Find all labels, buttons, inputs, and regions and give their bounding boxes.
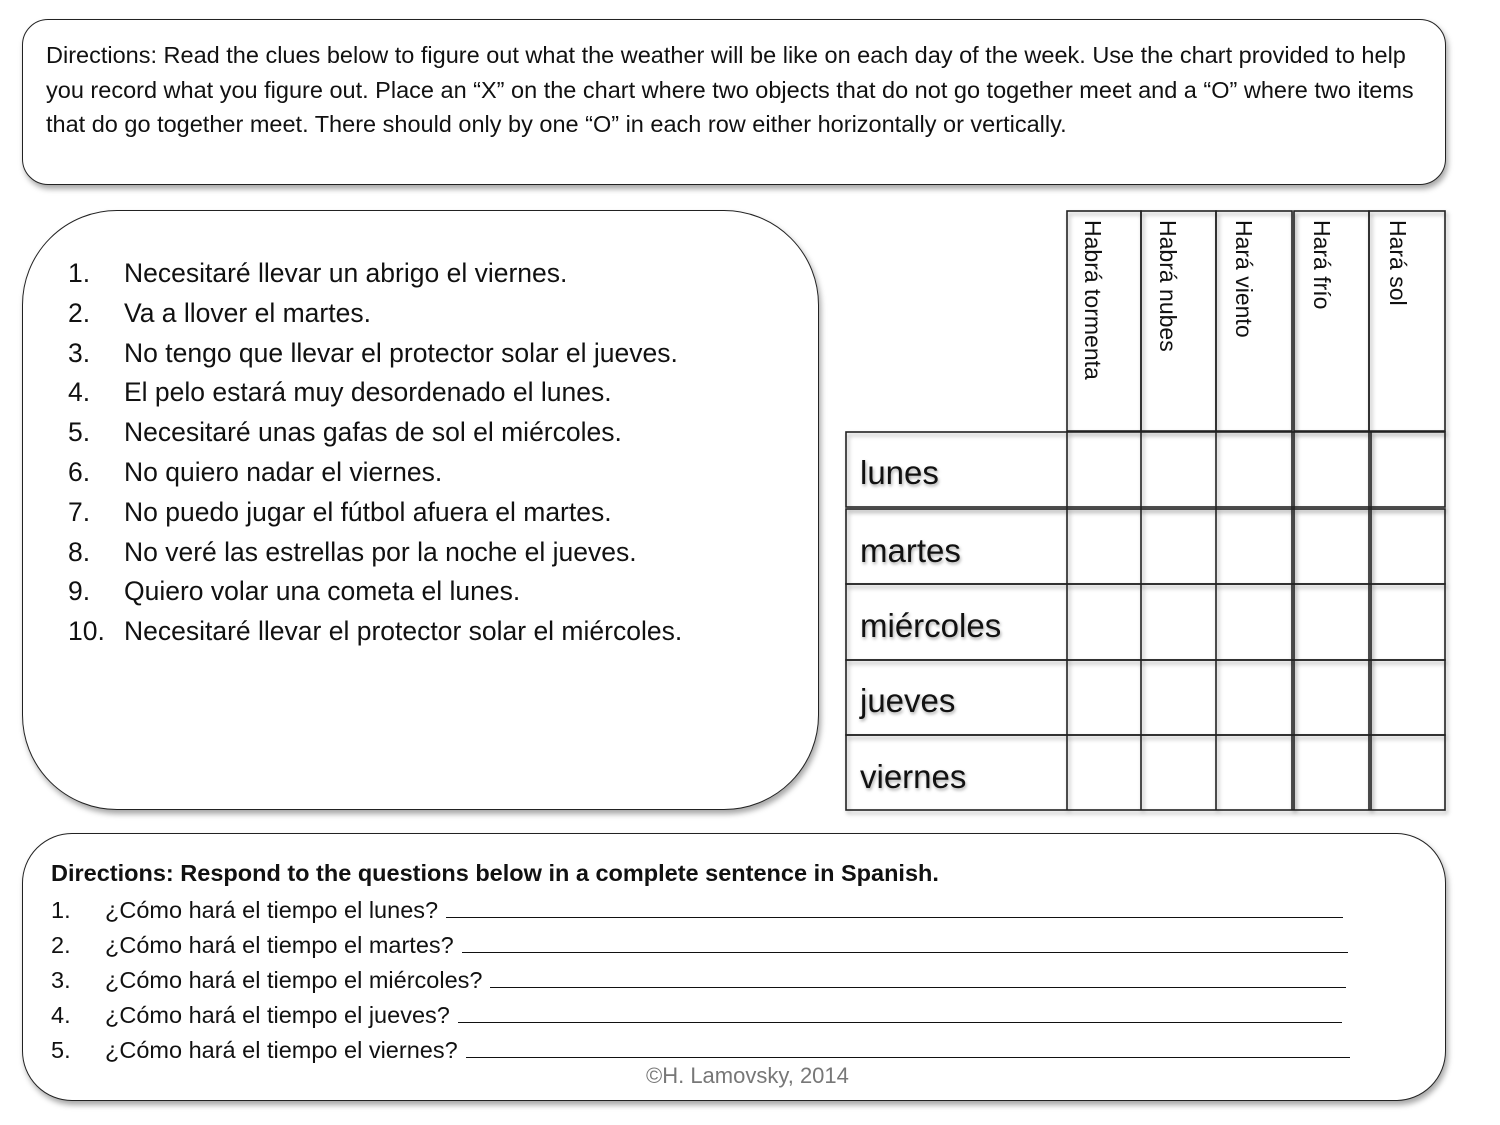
column-header-viento: Hará viento — [1231, 220, 1257, 338]
clue-number: 8. — [68, 536, 91, 567]
clue-text: Necesitaré unas gafas de sol el miércoles. — [124, 417, 622, 448]
clue-item — [68, 254, 682, 294]
question-number: 2. — [51, 932, 71, 958]
question-item — [51, 1035, 1350, 1065]
clue-text: No veré las estrellas por la noche el jueves. — [124, 536, 637, 567]
grid-cell-viernes-1[interactable] — [1067, 735, 1141, 810]
answer-line[interactable] — [458, 1002, 1342, 1023]
question-item — [51, 930, 1348, 960]
clue-text: Quiero volar una cometa el lunes. — [124, 576, 521, 607]
question-text: ¿Cómo hará el tiempo el viernes? — [105, 1037, 458, 1063]
grid-cell-miércoles-4[interactable] — [1293, 584, 1370, 660]
question-text: ¿Cómo hará el tiempo el miércoles? — [105, 967, 483, 993]
question-item — [51, 1000, 1342, 1030]
clues-box — [22, 210, 819, 810]
row-label-viernes: viernes — [860, 758, 967, 795]
question-number: 1. — [51, 897, 71, 923]
grid-cell-miércoles-2[interactable] — [1141, 584, 1216, 660]
column-header-tormenta: Habrá tormenta — [1080, 220, 1106, 380]
question-text: ¿Cómo hará el tiempo el jueves? — [105, 1002, 450, 1028]
clue-item — [68, 294, 682, 334]
clue-text: No quiero nadar el viernes. — [124, 456, 443, 487]
row-label-jueves: jueves — [860, 682, 956, 719]
column-header-nubes: Habrá nubes — [1155, 220, 1181, 352]
question-number: 4. — [51, 1002, 71, 1028]
clue-item — [68, 413, 682, 453]
grid-cell-viernes-5[interactable] — [1370, 735, 1445, 810]
answer-line[interactable] — [490, 967, 1346, 988]
clues-list — [68, 254, 682, 652]
grid-cell-miércoles-5[interactable] — [1370, 584, 1445, 660]
grid-cell-lunes-3[interactable] — [1216, 432, 1293, 508]
row-label-martes: martes — [860, 532, 961, 569]
answer-line[interactable] — [466, 1037, 1350, 1058]
question-item — [51, 965, 1346, 995]
clue-text: Necesitaré llevar un abrigo el viernes. — [124, 258, 568, 288]
clue-text: No tengo que llevar el protector solar el jueves. — [124, 337, 678, 368]
clue-number: 3. — [68, 337, 91, 368]
answer-line[interactable] — [462, 932, 1348, 953]
copyright-text: ©H. Lamovsky, 2014 — [646, 1063, 849, 1088]
grid-cell-martes-3[interactable] — [1216, 508, 1293, 584]
clue-item — [68, 453, 682, 493]
grid-cell-jueves-3[interactable] — [1216, 660, 1293, 735]
question-text: ¿Cómo hará el tiempo el lunes? — [105, 897, 439, 923]
column-header-frio: Hará frío — [1309, 220, 1335, 310]
answer-line[interactable] — [446, 897, 1343, 918]
clue-item — [68, 533, 682, 573]
clue-number: 9. — [68, 576, 91, 607]
column-header-sol: Hará sol — [1385, 220, 1411, 306]
clue-number: 4. — [68, 377, 91, 408]
clue-text: El pelo estará muy desordenado el lunes. — [124, 377, 612, 408]
directions-box — [22, 19, 1446, 185]
clue-number: 5. — [68, 417, 91, 448]
clue-item — [68, 373, 682, 413]
questions-box — [22, 833, 1446, 1101]
grid-cell-miércoles-3[interactable] — [1216, 584, 1293, 660]
question-number: 5. — [51, 1037, 71, 1063]
clue-number: 10. — [68, 616, 105, 647]
clue-item — [68, 572, 682, 612]
grid-cell-martes-5[interactable] — [1370, 508, 1445, 584]
question-text: ¿Cómo hará el tiempo el martes? — [105, 932, 454, 958]
grid-cell-martes-4[interactable] — [1293, 508, 1370, 584]
grid-cell-jueves-1[interactable] — [1067, 660, 1141, 735]
clue-number: 2. — [68, 297, 91, 328]
grid-cell-jueves-4[interactable] — [1293, 660, 1370, 735]
clue-text: Va a llover el martes. — [124, 297, 371, 328]
grid-cell-lunes-1[interactable] — [1067, 432, 1141, 508]
grid-cell-jueves-5[interactable] — [1370, 660, 1445, 735]
clue-text: Necesitaré llevar el protector solar el miércoles. — [124, 616, 683, 647]
grid-cell-lunes-4[interactable] — [1293, 432, 1370, 508]
clue-text: No puedo jugar el fútbol afuera el martes. — [124, 496, 612, 527]
clue-number: 6. — [68, 456, 91, 487]
question-item — [51, 895, 1343, 925]
clue-item — [68, 334, 682, 374]
clue-item — [68, 612, 682, 652]
grid-cell-miércoles-1[interactable] — [1067, 584, 1141, 660]
clue-number: 1. — [68, 258, 91, 288]
grid-cell-martes-1[interactable] — [1067, 508, 1141, 584]
grid-cell-viernes-3[interactable] — [1216, 735, 1293, 810]
grid-cell-jueves-2[interactable] — [1141, 660, 1216, 735]
clue-item — [68, 493, 682, 533]
questions-heading: Directions: Respond to the questions below in a complete sentence in Spanish. — [51, 860, 939, 886]
clue-number: 7. — [68, 496, 91, 527]
grid-cell-viernes-4[interactable] — [1293, 735, 1370, 810]
grid-cell-martes-2[interactable] — [1141, 508, 1216, 584]
grid-cell-lunes-5[interactable] — [1370, 432, 1445, 508]
grid-cell-lunes-2[interactable] — [1141, 432, 1216, 508]
question-number: 3. — [51, 967, 71, 993]
row-label-miercoles: miércoles — [860, 607, 1002, 644]
row-label-lunes: lunes — [860, 454, 939, 491]
directions-text: Directions: Read the clues below to figure out what the weather will be like on each day of the week. Use the chart provided to help you record what you figure out. Place an “X” on the chart where two objects that do not go together meet and a “O” where two items that do go together meet. There should only by one “O” in each row either horizontally or vertically. — [46, 42, 1414, 137]
grid-cell-viernes-2[interactable] — [1141, 735, 1216, 810]
